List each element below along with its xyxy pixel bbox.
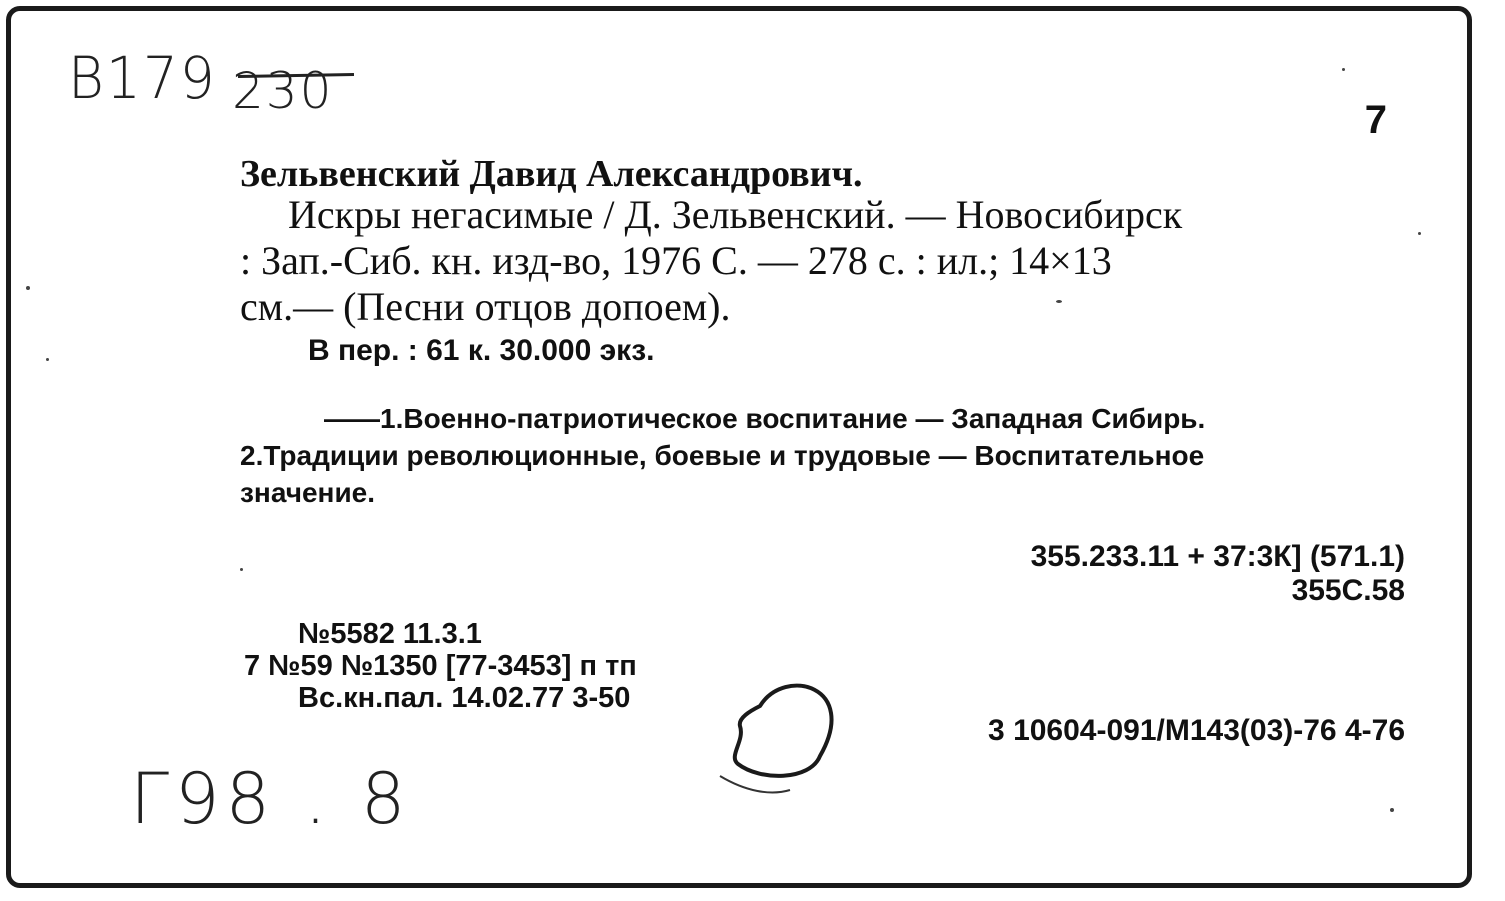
udc-index: 355.233.11 + 37:3К] (571.1) — [1030, 540, 1405, 573]
description-line: см.— (Песни отцов допоем). — [240, 284, 731, 329]
ink-speck — [46, 358, 49, 361]
shelf-mark-denominator: 230 — [232, 62, 334, 120]
author-heading: Зельвенский Давид Александрович. — [240, 153, 863, 195]
subject-headings — [240, 400, 1405, 511]
ink-speck — [1390, 808, 1394, 812]
price-circulation: В пер. : 61 к. 30.000 экз. — [308, 334, 655, 367]
subject-line: значение. — [240, 477, 376, 508]
isbn-code: 3 10604-091/М143(03)-76 4-76 — [988, 714, 1405, 747]
subject-line: ——1.Военно-патриотическое воспитание — Западная Сибирь. — [324, 403, 1206, 434]
description-line: : Зап.-Сиб. кн. изд-во, 1976 С. — 278 с. : ил.; 14×13 — [240, 238, 1112, 283]
subject-line: 2.Традиции революционные, боевые и трудовые — Воспитательное — [240, 440, 1205, 471]
oval-stamp-mark — [700, 666, 850, 821]
ink-speck — [26, 286, 30, 290]
bbk-index: 355С.58 — [1291, 574, 1405, 607]
shelf-mark: B179 — [67, 44, 217, 112]
technical-notes — [244, 618, 637, 714]
tech-line: №5582 11.3.1 — [298, 618, 482, 650]
ink-speck — [1342, 68, 1345, 71]
ink-speck — [1056, 300, 1062, 303]
description-line: Искры негасимые / Д. Зельвенский. — Новосибирск — [288, 192, 1183, 237]
card-number: 7 — [1364, 98, 1387, 142]
bibliographic-description — [240, 192, 1410, 330]
tech-line: 7 №59 №1350 [77-3453] п тп — [244, 650, 637, 682]
ink-speck — [240, 568, 243, 571]
ink-speck — [1418, 232, 1421, 235]
tech-line: Вс.кн.пал. 14.02.77 3-50 — [298, 682, 631, 714]
inventory-mark: Г98 . 8 — [130, 758, 412, 840]
